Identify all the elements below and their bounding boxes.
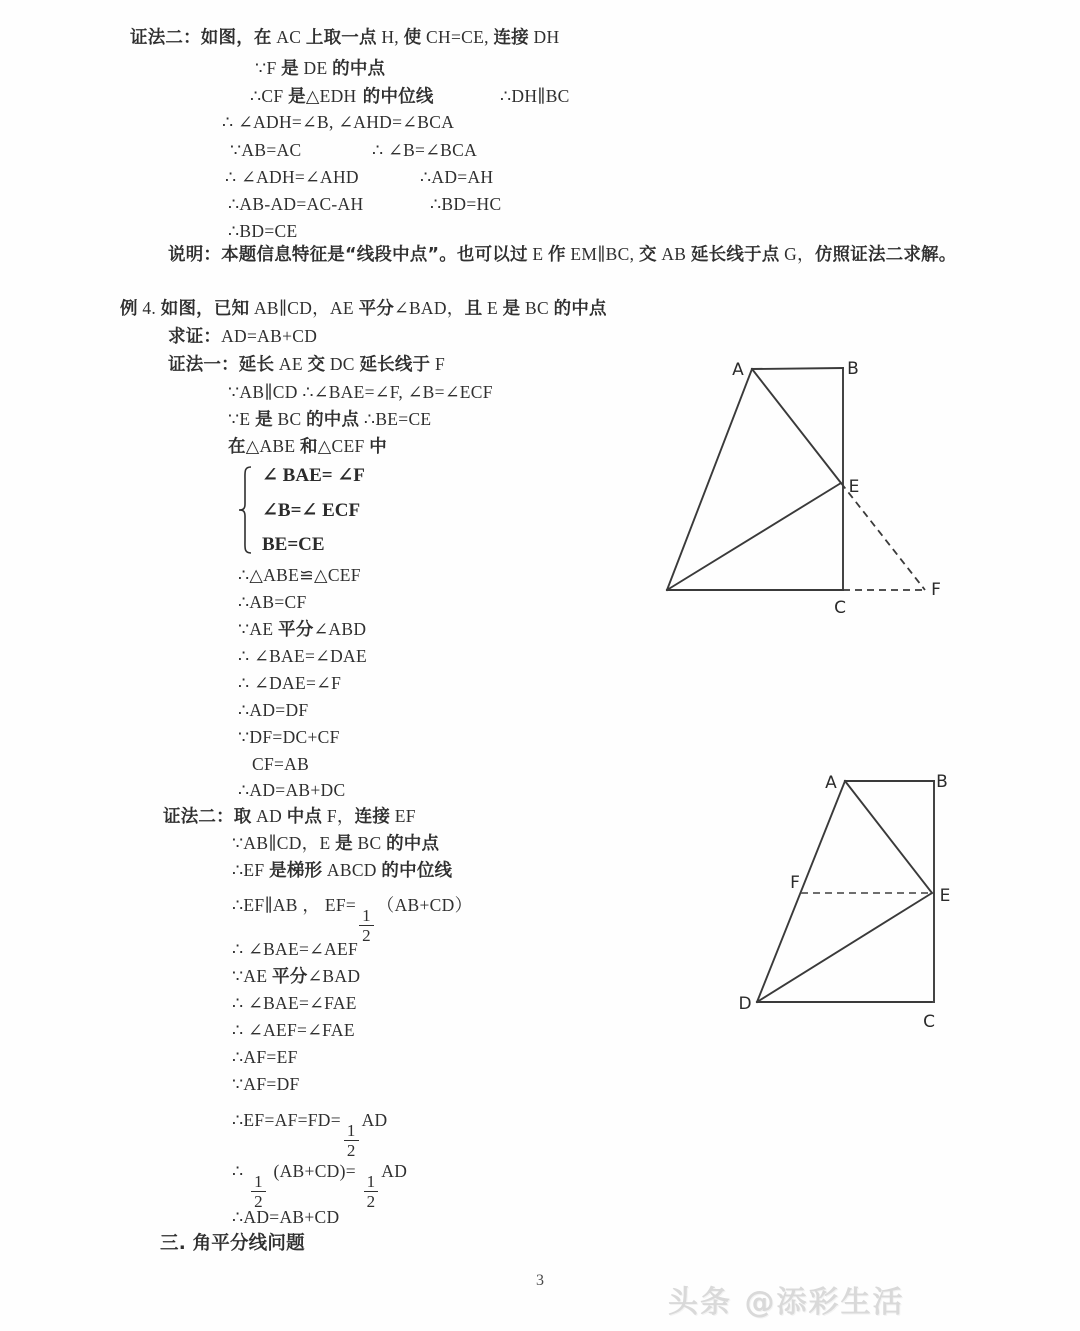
proof2-mid-2: ∵AE 平分∠BAD	[232, 966, 361, 987]
page-number: 3	[536, 1272, 544, 1289]
watermark: 头条 @添彩生活	[668, 1285, 905, 1320]
fig1-seg-de	[667, 483, 841, 590]
proof-two-heading: 证法二：如图，在 AC 上取一点 H, 使 CH=CE, 连接 DH	[130, 27, 560, 48]
proof1-line-3: 在△ABE 和△CEF 中	[228, 436, 387, 457]
proof-two-line-5b: ∴AD=AH	[420, 167, 494, 187]
section-three-heading: 三. 角平分线问题	[160, 1233, 305, 1254]
proof1-conc-7: ∵DF=DC+CF	[238, 727, 340, 747]
proof-two-line-4b: ∴ ∠B=∠BCA	[372, 140, 478, 160]
proof2-mid-3: ∴ ∠BAE=∠FAE	[232, 993, 357, 1013]
proof1-heading: 证法一：延长 AE 交 DC 延长线于 F	[168, 354, 445, 375]
proof2-heading: 证法二：取 AD 中点 F，连接 EF	[163, 806, 416, 827]
fig2-label-c: C	[923, 1012, 935, 1032]
proof1-conc-8: CF=AB	[252, 754, 310, 774]
fig2-label-a: A	[825, 773, 837, 793]
proof-two-line-4: ∵AB=AC	[230, 140, 302, 160]
fig1-seg-ae	[752, 369, 841, 483]
fig1-label-f: F	[931, 580, 941, 600]
proof1-conc-2: ∴AB=CF	[238, 592, 307, 612]
proof1-conc-9: ∴AD=AB+DC	[238, 780, 346, 800]
fig1-seg-ad	[667, 369, 752, 590]
fig2-label-e: E	[939, 886, 951, 906]
fig1-label-a: A	[732, 360, 744, 380]
proof2-frac-line-1: ∴EF∥AB ， EF= $\frac{1}{2}$ （AB+CD）	[232, 895, 473, 945]
fig1-label-c: C	[834, 598, 846, 618]
proof-two-note: 说明：本题信息特征是“线段中点”。也可以过 E 作 EM∥BC, 交 AB 延长线于点 G，仿照证法二求解。	[168, 244, 957, 265]
proof2-frac-line-2: ∴EF=AF=FD= $\frac{1}{2}$ AD	[232, 1110, 388, 1160]
proof-two-line-6b: ∴BD=HC	[430, 194, 502, 214]
proof2-mid-5: ∴AF=EF	[232, 1047, 298, 1067]
fig1-label-b: B	[847, 359, 859, 379]
proof-two-line-5: ∴ ∠ADH=∠AHD	[225, 167, 359, 187]
proof1-conc-6: ∴AD=DF	[238, 700, 309, 720]
system-row-1: ∠ BAE= ∠F	[262, 465, 365, 486]
proof1-line-2: ∵E 是 BC 的中点 ∴BE=CE	[228, 409, 432, 430]
proof2-mid-1: ∴ ∠BAE=∠AEF	[232, 939, 359, 959]
example4-goal: 求证：AD=AB+CD	[168, 326, 318, 347]
proof-two-line-2: ∴CF 是△EDH 的中位线	[250, 86, 434, 107]
fig1-seg-ab	[752, 368, 843, 369]
left-brace-icon	[238, 466, 254, 554]
proof1-line-1: ∵AB∥CD ∴∠BAE=∠F, ∠B=∠ECF	[228, 382, 493, 402]
fig2-seg-de	[757, 893, 932, 1002]
proof2-mid-6: ∵AF=DF	[232, 1074, 300, 1094]
system-row-2: ∠B=∠ ECF	[262, 499, 361, 521]
proof1-conc-5: ∴ ∠DAE=∠F	[238, 673, 342, 693]
fraction-one-half-2: $\frac{1}{2}$	[344, 1122, 359, 1159]
fraction-one-half: $\frac{1}{2}$	[359, 907, 374, 944]
proof-two-line-6: ∴AB-AD=AC-AH	[228, 194, 364, 214]
fig2-seg-ad	[757, 781, 845, 1002]
proof2-final: ∴AD=AB+CD	[232, 1207, 340, 1227]
proof1-conc-3: ∵AE 平分∠ABD	[238, 619, 367, 640]
fig1-seg-ef-dashed	[841, 483, 925, 590]
proof1-system	[238, 466, 365, 554]
proof2-line-1: ∵AB∥CD，E 是 BC 的中点	[232, 833, 440, 854]
proof2-frac-line-3: ∴ $\frac{1}{2}$ (AB+CD)= $\frac{1}{2}$ AD	[232, 1161, 408, 1211]
example4-title: 例 4. 如图，已知 AB∥CD，AE 平分∠BAD，且 E 是 BC 的中点	[120, 298, 607, 319]
fig2-label-f: F	[790, 873, 800, 893]
proof2-mid-4: ∴ ∠AEF=∠FAE	[232, 1020, 355, 1040]
proof1-conc-1: ∴△ABE≌△CEF	[238, 565, 361, 585]
fig2-label-b: B	[936, 772, 948, 792]
fig1-label-e: E	[848, 477, 860, 497]
proof-two-line-3: ∴ ∠ADH=∠B, ∠AHD=∠BCA	[222, 112, 455, 132]
fig2-label-d: D	[738, 994, 752, 1014]
proof-two-line-7: ∴BD=CE	[228, 221, 298, 241]
proof1-conc-4: ∴ ∠BAE=∠DAE	[238, 646, 367, 666]
fraction-one-half-4: $\frac{1}{2}$	[364, 1173, 379, 1210]
proof2-line-2: ∴EF 是梯形 ABCD 的中位线	[232, 860, 453, 881]
proof-two-line-1: ∵F 是 DE 的中点	[255, 58, 386, 79]
system-row-3: BE=CE	[262, 534, 325, 555]
fraction-one-half-3: $\frac{1}{2}$	[251, 1173, 266, 1210]
proof-two-line-2b: ∴DH∥BC	[500, 86, 570, 106]
fig2-seg-ae	[845, 781, 932, 893]
